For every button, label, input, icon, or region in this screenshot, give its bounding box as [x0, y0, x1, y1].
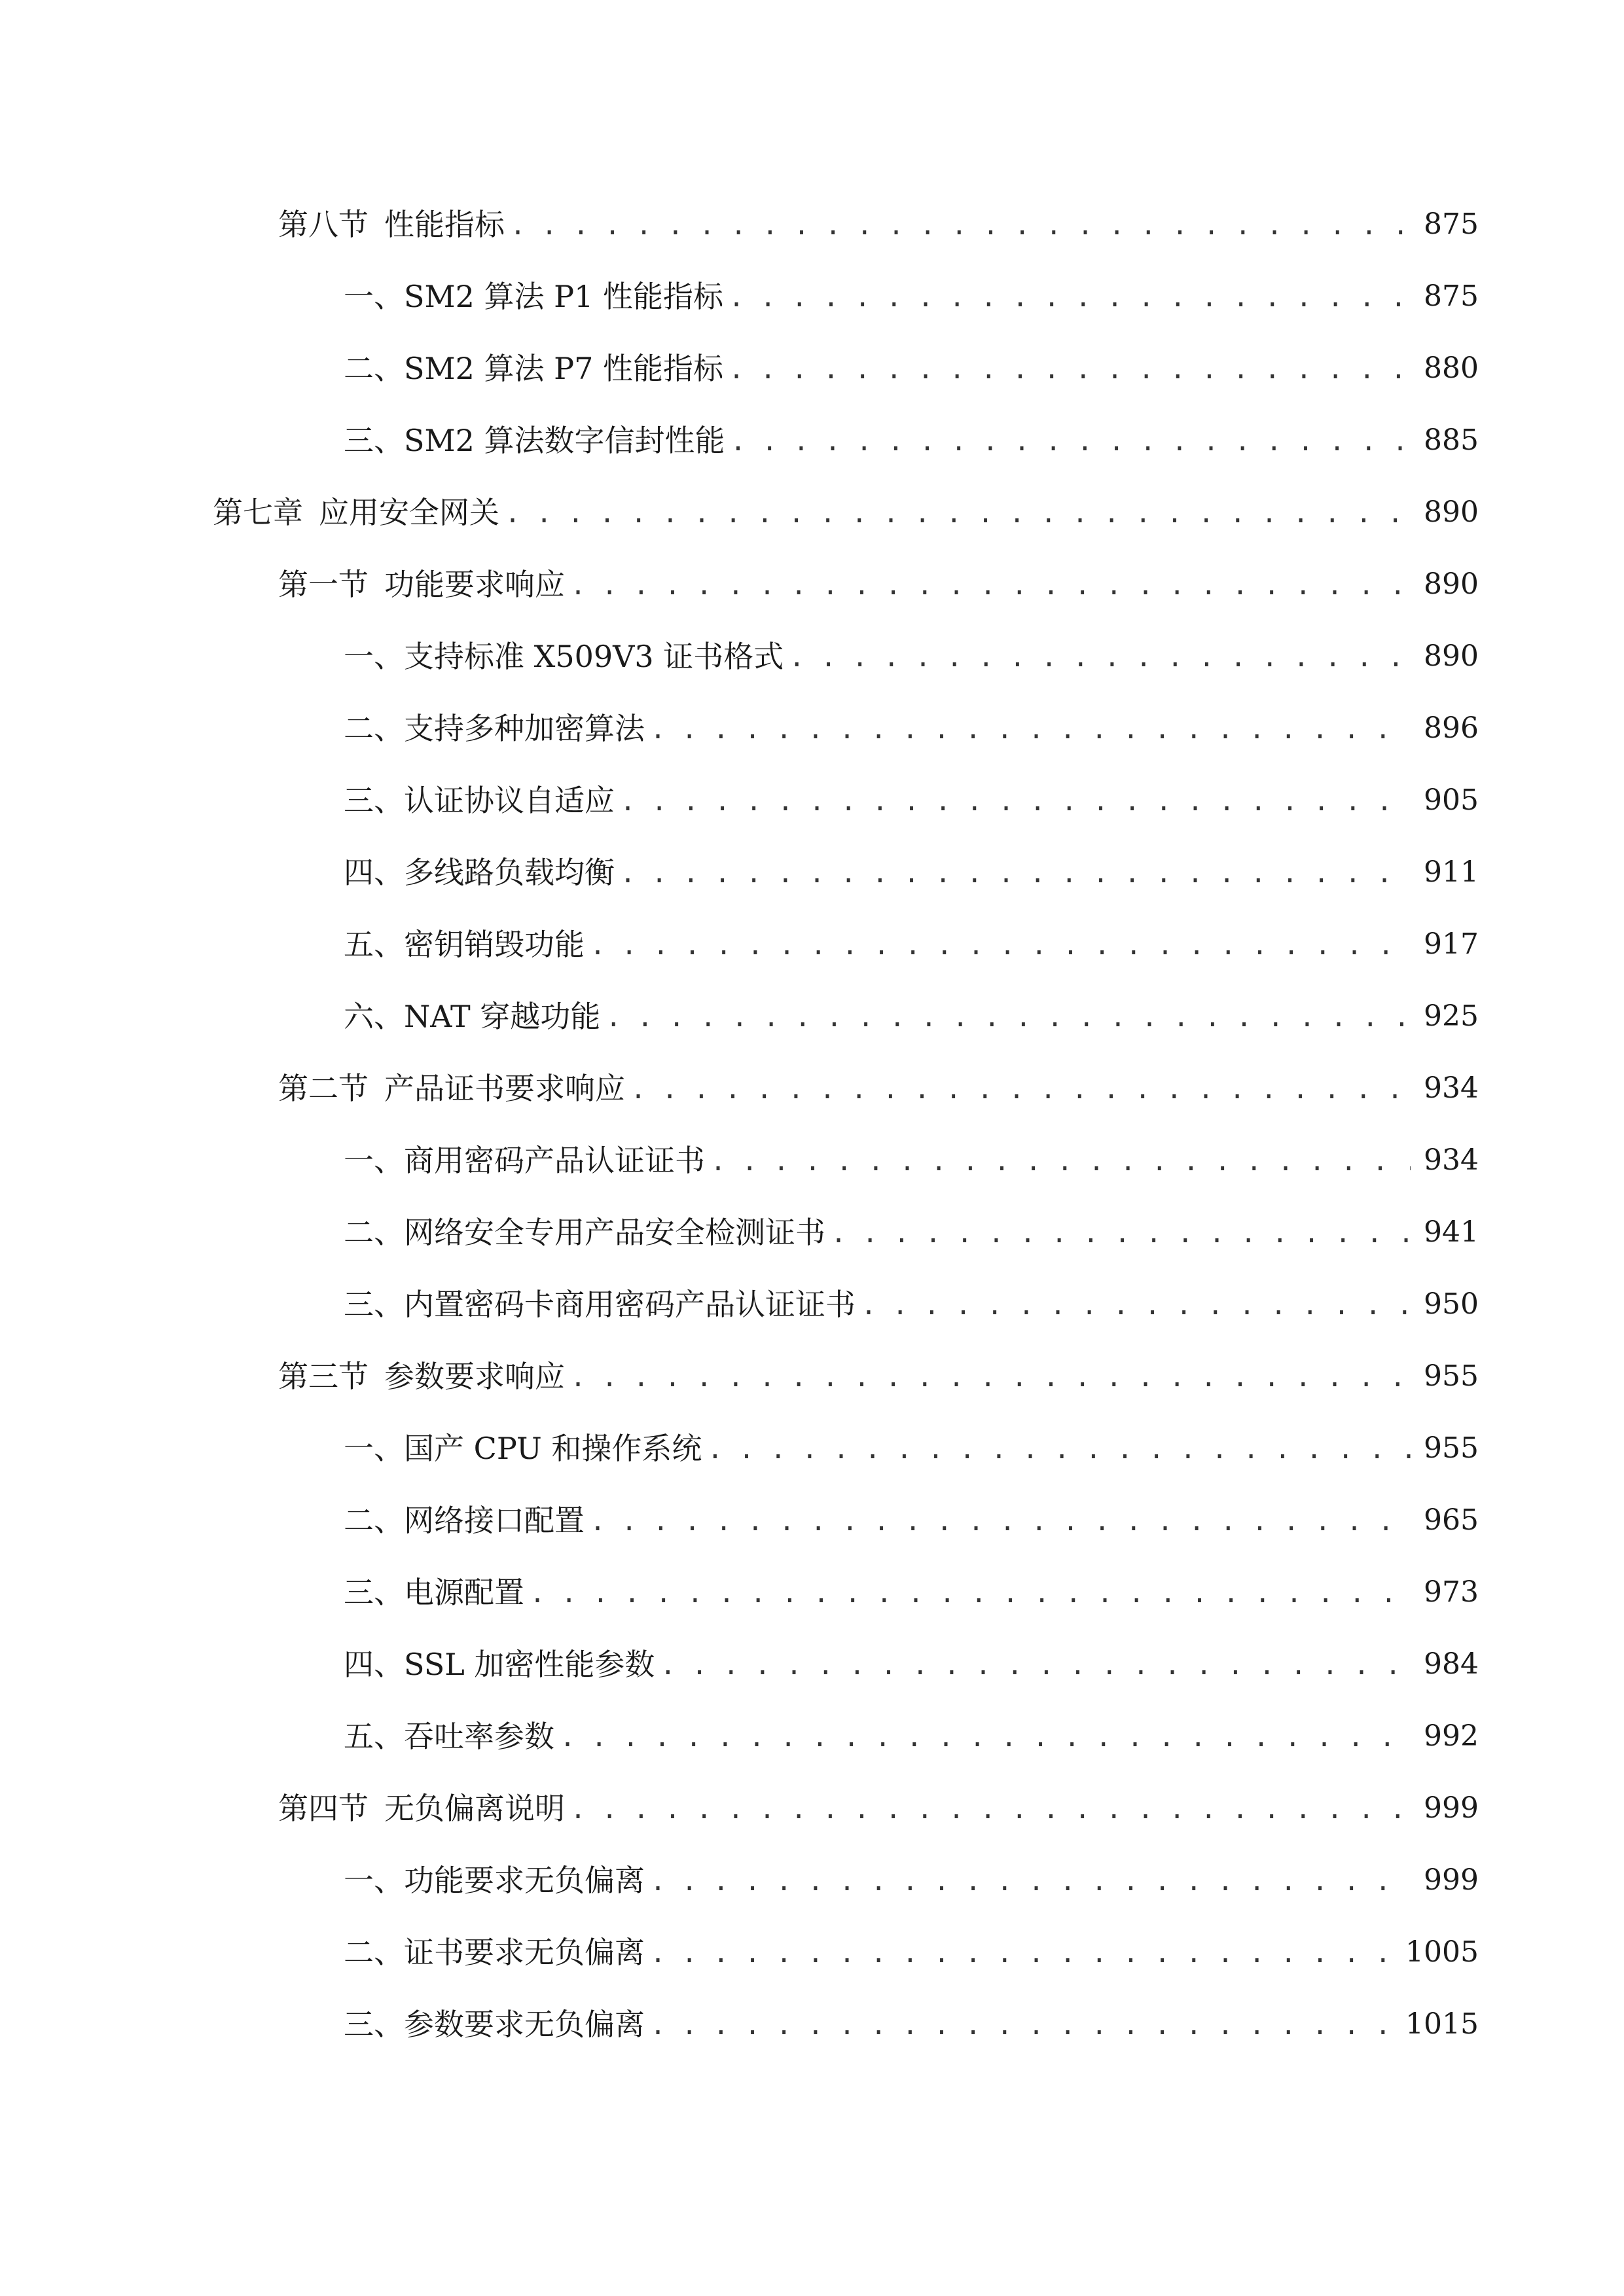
toc-entry-page: 890 [1424, 639, 1479, 673]
toc-entry-number: 一、 [344, 1863, 404, 1898]
toc-entry-title: 吞吐率参数 [404, 1719, 554, 1754]
toc-entry-title: 支持标准 X509V3 证书格式 [404, 639, 784, 674]
dot-leader [530, 1581, 1411, 1607]
toc-entry-page: 880 [1424, 351, 1479, 385]
toc-entry-page: 973 [1424, 1575, 1479, 1609]
toc-entry-number: 五、 [344, 1719, 404, 1754]
toc-entry-page: 955 [1424, 1431, 1479, 1465]
toc-entry[interactable] [0, 692, 1624, 764]
toc-entry-title: 内置密码卡商用密码产品认证证书 [404, 1287, 856, 1322]
toc-entry[interactable] [0, 764, 1624, 836]
toc-entry[interactable] [0, 404, 1624, 476]
toc-entry-number: 三、 [344, 2007, 404, 2042]
toc-entry-page: 875 [1424, 207, 1479, 241]
toc-entry-page: 965 [1424, 1503, 1479, 1537]
dot-leader [620, 861, 1411, 887]
toc-entry[interactable] [0, 980, 1624, 1052]
toc-entry-title: 功能要求无负偏离 [404, 1863, 645, 1898]
toc-entry-page: 911 [1424, 855, 1479, 889]
dot-leader [570, 1365, 1411, 1391]
toc-entry-number: 二、 [344, 1935, 404, 1970]
toc-entry[interactable] [0, 1196, 1624, 1268]
toc-entry-title: 多线路负载均衡 [404, 855, 615, 890]
toc-entry[interactable] [0, 476, 1624, 548]
toc-entry-page: 890 [1424, 567, 1479, 601]
toc-entry-title: SM2 算法 P1 性能指标 [404, 279, 723, 314]
toc-entry-title: 商用密码产品认证证书 [404, 1143, 705, 1178]
dot-leader [729, 285, 1411, 311]
toc-entry[interactable] [0, 1772, 1624, 1844]
toc-entry[interactable] [0, 1628, 1624, 1700]
toc-entry-title: NAT 穿越功能 [404, 999, 601, 1034]
toc-entry-title: 认证协议自适应 [404, 783, 615, 818]
toc-entry-number: 五、 [344, 927, 404, 962]
toc-entry[interactable] [0, 548, 1624, 620]
toc-entry-page: 999 [1424, 1863, 1479, 1897]
dot-leader [605, 1005, 1411, 1031]
dot-leader [789, 645, 1411, 671]
toc-entry[interactable] [0, 1340, 1624, 1412]
toc-entry-page: 934 [1424, 1071, 1479, 1105]
toc-entry-number: 三、 [344, 783, 404, 818]
toc-entry[interactable] [0, 332, 1624, 404]
dot-leader [560, 1725, 1411, 1751]
toc-entry-page: 934 [1424, 1143, 1479, 1177]
toc-entry-number: 一、 [344, 639, 404, 674]
toc-entry-title: 参数要求无负偏离 [404, 2007, 645, 2042]
toc-entry-page: 950 [1424, 1287, 1479, 1321]
toc-entry[interactable] [0, 1556, 1624, 1628]
toc-entry-number: 第四节 [278, 1791, 369, 1826]
toc-entry-title: 应用安全网关 [319, 495, 499, 530]
toc-entry[interactable] [0, 1484, 1624, 1556]
toc-entry-number: 三、 [344, 1575, 404, 1610]
toc-entry-title: 国产 CPU 和操作系统 [404, 1431, 702, 1466]
toc-entry[interactable] [0, 1124, 1624, 1196]
toc-entry-page: 984 [1424, 1647, 1479, 1681]
toc-entry-title: 支持多种加密算法 [404, 711, 645, 746]
toc-entry-page: 905 [1424, 783, 1479, 817]
toc-entry-title: 电源配置 [404, 1575, 524, 1610]
dot-leader [570, 1797, 1411, 1823]
toc-entry-title: 无负偏离说明 [384, 1791, 565, 1826]
dot-leader [831, 1221, 1411, 1247]
toc-entry-page: 925 [1424, 999, 1479, 1033]
toc-entry-number: 二、 [344, 351, 404, 386]
toc-entry-number: 二、 [344, 711, 404, 746]
toc-entry-page: 875 [1424, 279, 1479, 313]
toc-entry-title: 密钥销毁功能 [404, 927, 585, 962]
toc-entry-page: 890 [1424, 495, 1479, 529]
toc-entry[interactable] [0, 1412, 1624, 1484]
toc-entry-number: 二、 [344, 1215, 404, 1250]
table-of-contents [0, 188, 1624, 2060]
dot-leader [710, 1149, 1411, 1175]
toc-entry-number: 一、 [344, 1143, 404, 1178]
dot-leader [731, 429, 1411, 455]
toc-entry[interactable] [0, 620, 1624, 692]
dot-leader [510, 213, 1411, 239]
toc-entry-number: 四、 [344, 855, 404, 890]
toc-entry-title: 网络接口配置 [404, 1503, 585, 1538]
toc-entry-page: 955 [1424, 1359, 1479, 1393]
dot-leader [630, 1077, 1411, 1103]
toc-entry[interactable] [0, 1844, 1624, 1916]
toc-entry-number: 三、 [344, 1287, 404, 1322]
dot-leader [590, 1509, 1411, 1535]
toc-entry-number: 二、 [344, 1503, 404, 1538]
toc-entry[interactable] [0, 836, 1624, 908]
dot-leader [570, 573, 1411, 599]
toc-entry-title: SM2 算法 P7 性能指标 [404, 351, 723, 386]
toc-entry-number: 四、 [344, 1647, 404, 1682]
toc-entry-page: 917 [1424, 927, 1479, 961]
dot-leader [650, 2013, 1396, 2039]
toc-entry-page: 896 [1424, 711, 1479, 745]
toc-entry-title: 证书要求无负偏离 [404, 1935, 645, 1970]
toc-entry-title: 网络安全专用产品安全检测证书 [404, 1215, 825, 1250]
toc-entry[interactable] [0, 188, 1624, 260]
dot-leader [660, 1653, 1411, 1679]
toc-entry[interactable] [0, 1988, 1624, 2060]
dot-leader [505, 501, 1411, 527]
dot-leader [650, 1869, 1411, 1895]
dot-leader [590, 933, 1411, 959]
toc-entry-page: 941 [1424, 1215, 1479, 1249]
toc-entry-number: 第七章 [213, 495, 303, 530]
toc-entry-number: 一、 [344, 279, 404, 314]
toc-entry-number: 第二节 [278, 1071, 369, 1106]
dot-leader [650, 717, 1411, 743]
toc-entry[interactable] [0, 260, 1624, 332]
toc-entry-page: 1015 [1405, 2007, 1479, 2041]
toc-entry-number: 第三节 [278, 1359, 369, 1394]
dot-leader [620, 789, 1411, 815]
toc-entry-title: 产品证书要求响应 [384, 1071, 625, 1106]
toc-entry[interactable] [0, 1700, 1624, 1772]
dot-leader [650, 1941, 1396, 1967]
toc-entry-title: SSL 加密性能参数 [404, 1647, 655, 1682]
toc-entry-number: 第一节 [278, 567, 369, 602]
toc-entry-page: 1005 [1405, 1935, 1479, 1969]
toc-entry-number: 六、 [344, 999, 404, 1034]
toc-entry-title: 参数要求响应 [384, 1359, 565, 1394]
dot-leader [707, 1437, 1411, 1463]
toc-entry[interactable] [0, 1268, 1624, 1340]
toc-entry-title: 功能要求响应 [384, 567, 565, 602]
toc-entry-page: 992 [1424, 1719, 1479, 1753]
toc-entry[interactable] [0, 908, 1624, 980]
toc-entry-number: 三、 [344, 423, 404, 458]
toc-entry-title: 性能指标 [384, 207, 505, 242]
toc-entry-title: SM2 算法数字信封性能 [404, 423, 725, 458]
toc-entry-number: 一、 [344, 1431, 404, 1466]
toc-entry[interactable] [0, 1916, 1624, 1988]
toc-entry-page: 999 [1424, 1791, 1479, 1825]
dot-leader [729, 357, 1411, 383]
toc-entry-page: 885 [1424, 423, 1479, 457]
toc-entry-number: 第八节 [278, 207, 369, 242]
toc-entry[interactable] [0, 1052, 1624, 1124]
dot-leader [861, 1293, 1411, 1319]
